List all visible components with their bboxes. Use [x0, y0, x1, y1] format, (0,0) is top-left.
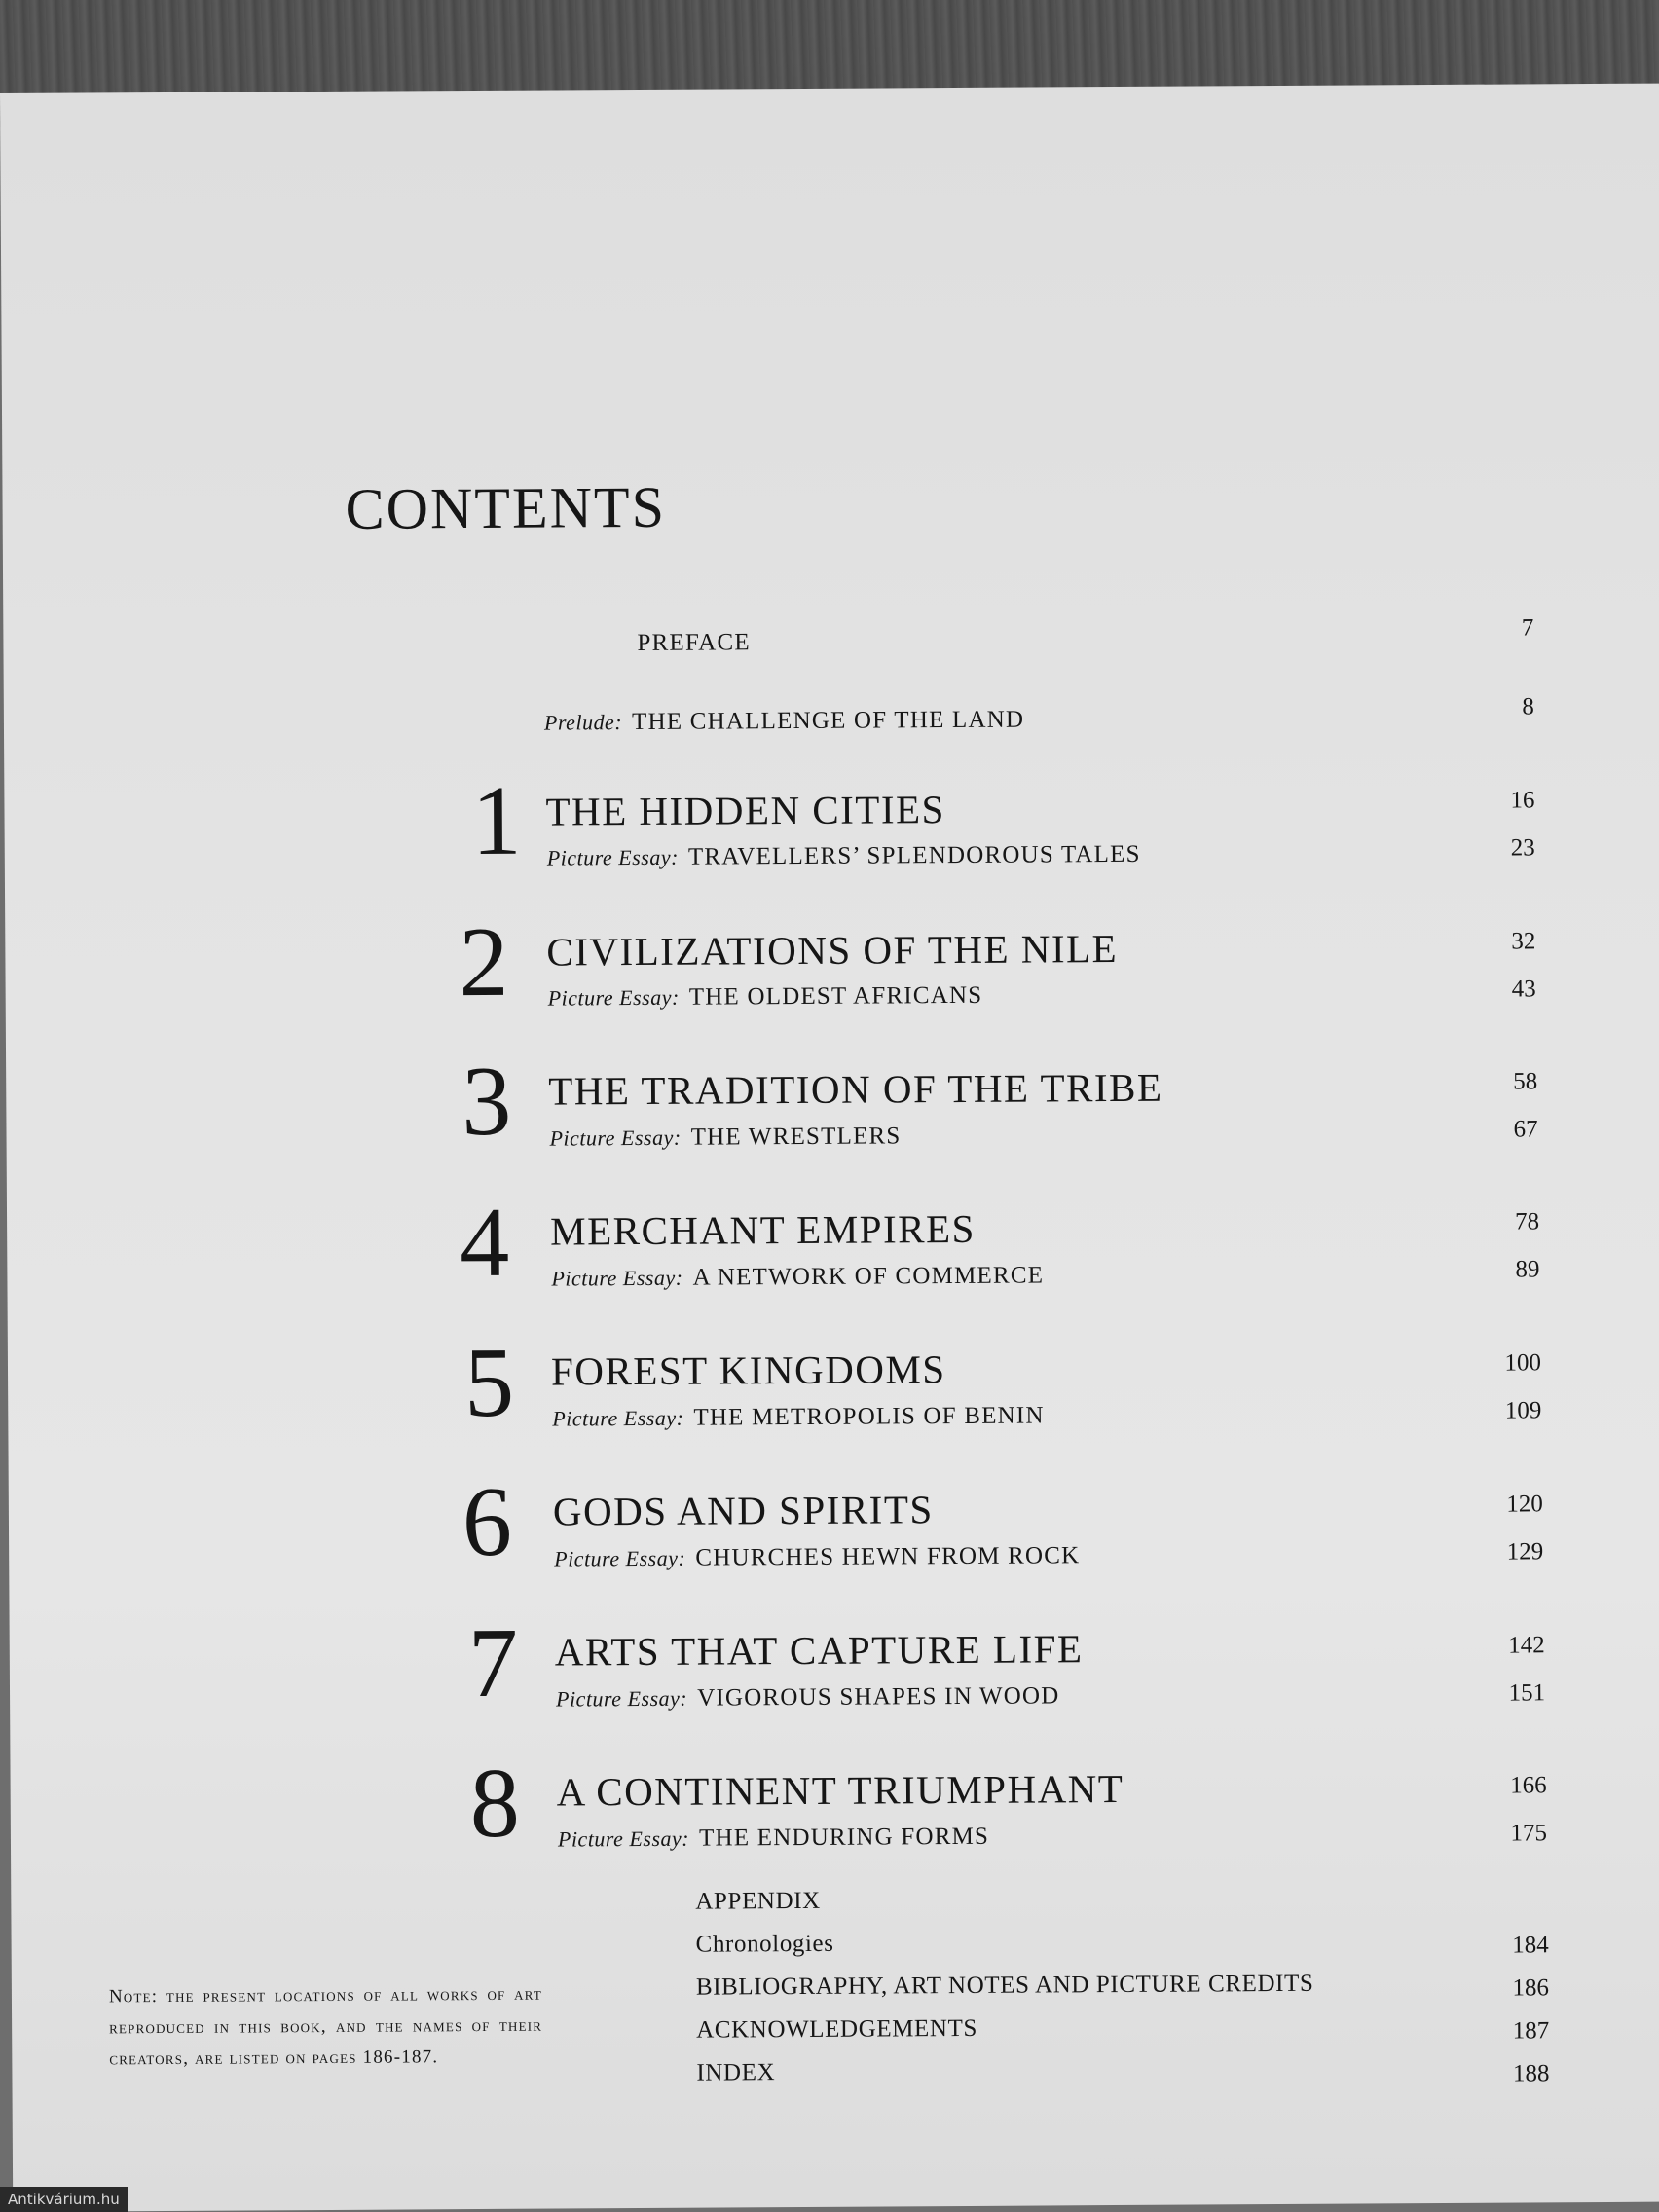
picture-essay-page: 67 — [1513, 1116, 1538, 1143]
picture-essay — [552, 1402, 1045, 1432]
appendix-item-bibliography: BIBLIOGRAPHY, ART NOTES AND PICTURE CREDITS — [695, 1970, 1314, 2001]
picture-essay — [551, 1262, 1044, 1292]
chapter-number: 7 — [467, 1607, 519, 1719]
preface-title: PREFACE — [637, 629, 751, 657]
picture-essay-label: Picture Essay: — [546, 844, 679, 870]
picture-essay-label: Picture Essay: — [554, 1545, 686, 1571]
chapter-title: FOREST KINGDOMS — [550, 1346, 946, 1394]
appendix-item-page: 188 — [1512, 2060, 1550, 2087]
picture-essay-title: THE METROPOLIS OF BENIN — [693, 1402, 1045, 1431]
appendix-heading: APPENDIX — [695, 1887, 821, 1915]
picture-essay-label: Picture Essay: — [551, 1265, 683, 1291]
chapter-page: 166 — [1510, 1772, 1547, 1799]
chapter-page: 100 — [1504, 1349, 1542, 1377]
chapter-page: 142 — [1508, 1632, 1545, 1659]
chapter-number: 2 — [459, 906, 509, 1018]
appendix-item-index: INDEX — [696, 2059, 776, 2086]
picture-essay-title: THE WRESTLERS — [690, 1123, 902, 1151]
chapter-number: 6 — [461, 1466, 513, 1578]
picture-essay-page: 43 — [1511, 976, 1536, 1003]
picture-essay-page: 175 — [1510, 1820, 1548, 1847]
picture-essay-label: Picture Essay: — [547, 984, 680, 1011]
chapter-page: 120 — [1506, 1491, 1543, 1518]
prelude-label: Prelude: — [543, 710, 623, 735]
appendix-item-page: 186 — [1512, 1974, 1549, 2002]
chapter-number: 8 — [469, 1748, 521, 1860]
picture-essay — [547, 841, 1141, 872]
picture-essay-label: Picture Essay: — [557, 1825, 690, 1852]
picture-essay-label: Picture Essay: — [549, 1124, 682, 1151]
chapter-number: 1 — [471, 765, 522, 877]
picture-essay-page: 151 — [1508, 1679, 1546, 1707]
picture-essay-label: Picture Essay: — [556, 1685, 688, 1712]
chapter-number: 3 — [461, 1046, 512, 1158]
chapter-page: 16 — [1510, 787, 1535, 814]
appendix-item-page: 187 — [1512, 2017, 1550, 2045]
preface-page: 7 — [1521, 614, 1534, 642]
picture-essay-title: THE ENDURING FORMS — [698, 1823, 990, 1852]
chapter-title: ARTS THAT CAPTURE LIFE — [554, 1626, 1084, 1675]
picture-essay-title: THE OLDEST AFRICANS — [688, 981, 983, 1011]
chapter-page: 58 — [1513, 1068, 1538, 1095]
prelude-title: THE CHALLENGE OF THE LAND — [632, 706, 1025, 736]
contents-page — [0, 84, 1659, 2212]
chapter-title: CIVILIZATIONS OF THE NILE — [546, 926, 1119, 975]
picture-essay-title: VIGOROUS SHAPES IN WOOD — [697, 1682, 1060, 1712]
appendix-item-page: 184 — [1512, 1932, 1549, 1959]
chapter-page: 32 — [1511, 928, 1536, 955]
picture-essay — [549, 1123, 901, 1152]
picture-essay — [558, 1824, 989, 1854]
chapter-page: 78 — [1515, 1208, 1540, 1235]
picture-essay-page: 23 — [1510, 834, 1535, 862]
chapter-title: THE HIDDEN CITIES — [545, 787, 946, 834]
appendix-item-acknowledgements: ACKNOWLEDGEMENTS — [696, 2014, 977, 2044]
watermark: Antikvárium.hu — [0, 2187, 128, 2212]
chapter-title: MERCHANT EMPIRES — [550, 1205, 977, 1254]
page-title: CONTENTS — [345, 474, 667, 541]
prelude-page: 8 — [1522, 693, 1534, 720]
picture-essay-page: 89 — [1515, 1256, 1540, 1283]
appendix-item-chronologies: Chronologies — [695, 1930, 834, 1958]
picture-essay — [548, 982, 983, 1013]
picture-essay-label: Picture Essay: — [552, 1405, 684, 1431]
chapter-number: 4 — [459, 1187, 510, 1299]
picture-essay-page: 129 — [1506, 1538, 1544, 1566]
location-note: Note: the present locations of all works of art reproduced in this book, and the names of their creators, are listed on pages 186-187. — [108, 1983, 543, 2070]
picture-essay-title: TRAVELLERS’ SPLENDOROUS TALES — [687, 840, 1141, 870]
chapter-number: 5 — [463, 1327, 515, 1439]
picture-essay-title: A NETWORK OF COMMERCE — [692, 1262, 1045, 1291]
chapter-title: A CONTINENT TRIUMPHANT — [556, 1765, 1124, 1815]
picture-essay-title: CHURCHES HEWN FROM ROCK — [695, 1542, 1081, 1571]
picture-essay-page: 109 — [1504, 1397, 1542, 1424]
chapter-title: THE TRADITION OF THE TRIBE — [548, 1064, 1163, 1114]
prelude-entry — [544, 707, 1024, 737]
chapter-title: GODS AND SPIRITS — [552, 1487, 934, 1534]
picture-essay — [556, 1682, 1060, 1713]
picture-essay — [554, 1542, 1080, 1572]
